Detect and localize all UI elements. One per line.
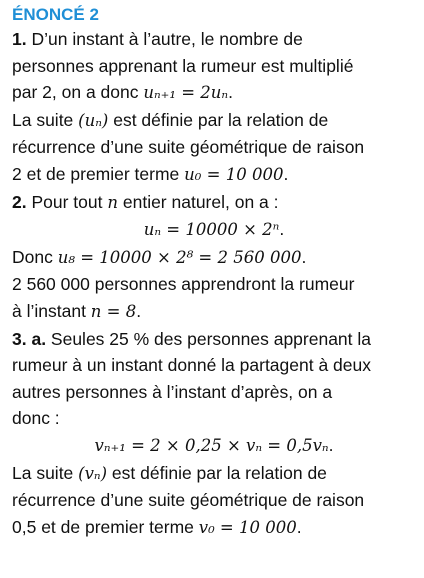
- text-line-12: 3. a. Seules 25 % des personnes apprenant la: [12, 328, 372, 349]
- document-body: [12, 4, 416, 541]
- recurrence-formula-v: vₙ₊₁ = 2 × 0,25 × vₙ = 0,5vₙ: [94, 435, 329, 455]
- text-line-15: donc :: [12, 408, 60, 429]
- text-line-17: La suite (vₙ) est définie par la relation de: [12, 462, 327, 483]
- text-line-18: récurrence d’une suite géométrique de raison: [12, 490, 365, 511]
- first-term-v0: v₀ = 10 000: [198, 517, 297, 537]
- text-line-10: 2 560 000 personnes apprendront la rumeur: [12, 274, 355, 295]
- text-line-11: à l’instant n = 8.: [12, 300, 142, 321]
- text-line-5: récurrence d’une suite géométrique de raison: [12, 137, 365, 158]
- text-line-4: La suite (uₙ) est définie par la relation de: [12, 109, 329, 130]
- sequence-v: (vₙ): [78, 463, 108, 483]
- text-line-16: vₙ₊₁ = 2 × 0,25 × vₙ = 0,5vₙ.: [94, 434, 334, 455]
- text-line-19: 0,5 et de premier terme v₀ = 10 000.: [12, 516, 302, 537]
- question-number-3a: 3. a.: [12, 328, 47, 349]
- text-line-9: Donc u₈ = 10000 × 2⁸ = 2 560 000.: [12, 246, 307, 267]
- question-number-1: 1.: [12, 29, 27, 49]
- text-line-13: rumeur à un instant donné la partagent à deux: [12, 355, 371, 376]
- instant-n8: n = 8: [90, 301, 137, 321]
- text-line-8: uₙ = 10000 × 2ⁿ.: [143, 219, 285, 240]
- text-line-1: 1. D’un instant à l’autre, le nombre de: [12, 29, 303, 49]
- computation-u8: u₈ = 10000 × 2⁸ = 2 560 000: [57, 247, 302, 267]
- question-number-2: 2.: [12, 191, 27, 212]
- text-line-7: 2. Pour tout n entier naturel, on a :: [12, 191, 279, 212]
- text-line-14: autres personnes à l’instant d’après, on a: [12, 381, 333, 402]
- explicit-formula-u: uₙ = 10000 × 2ⁿ: [143, 220, 280, 240]
- variable-n: n: [107, 192, 118, 212]
- recurrence-formula-u: uₙ₊₁ = 2uₙ: [143, 83, 229, 103]
- first-term-u0: u₀ = 10 000: [184, 164, 284, 184]
- text-line-3: par 2, on a donc uₙ₊₁ = 2uₙ.: [12, 82, 233, 103]
- sequence-u: (uₙ): [78, 110, 109, 130]
- text-line-6: 2 et de premier terme u₀ = 10 000.: [12, 163, 289, 184]
- exercise-title: ÉNONCÉ 2: [12, 5, 99, 24]
- text-line-2: personnes apprenant la rumeur est multiplié: [12, 55, 354, 76]
